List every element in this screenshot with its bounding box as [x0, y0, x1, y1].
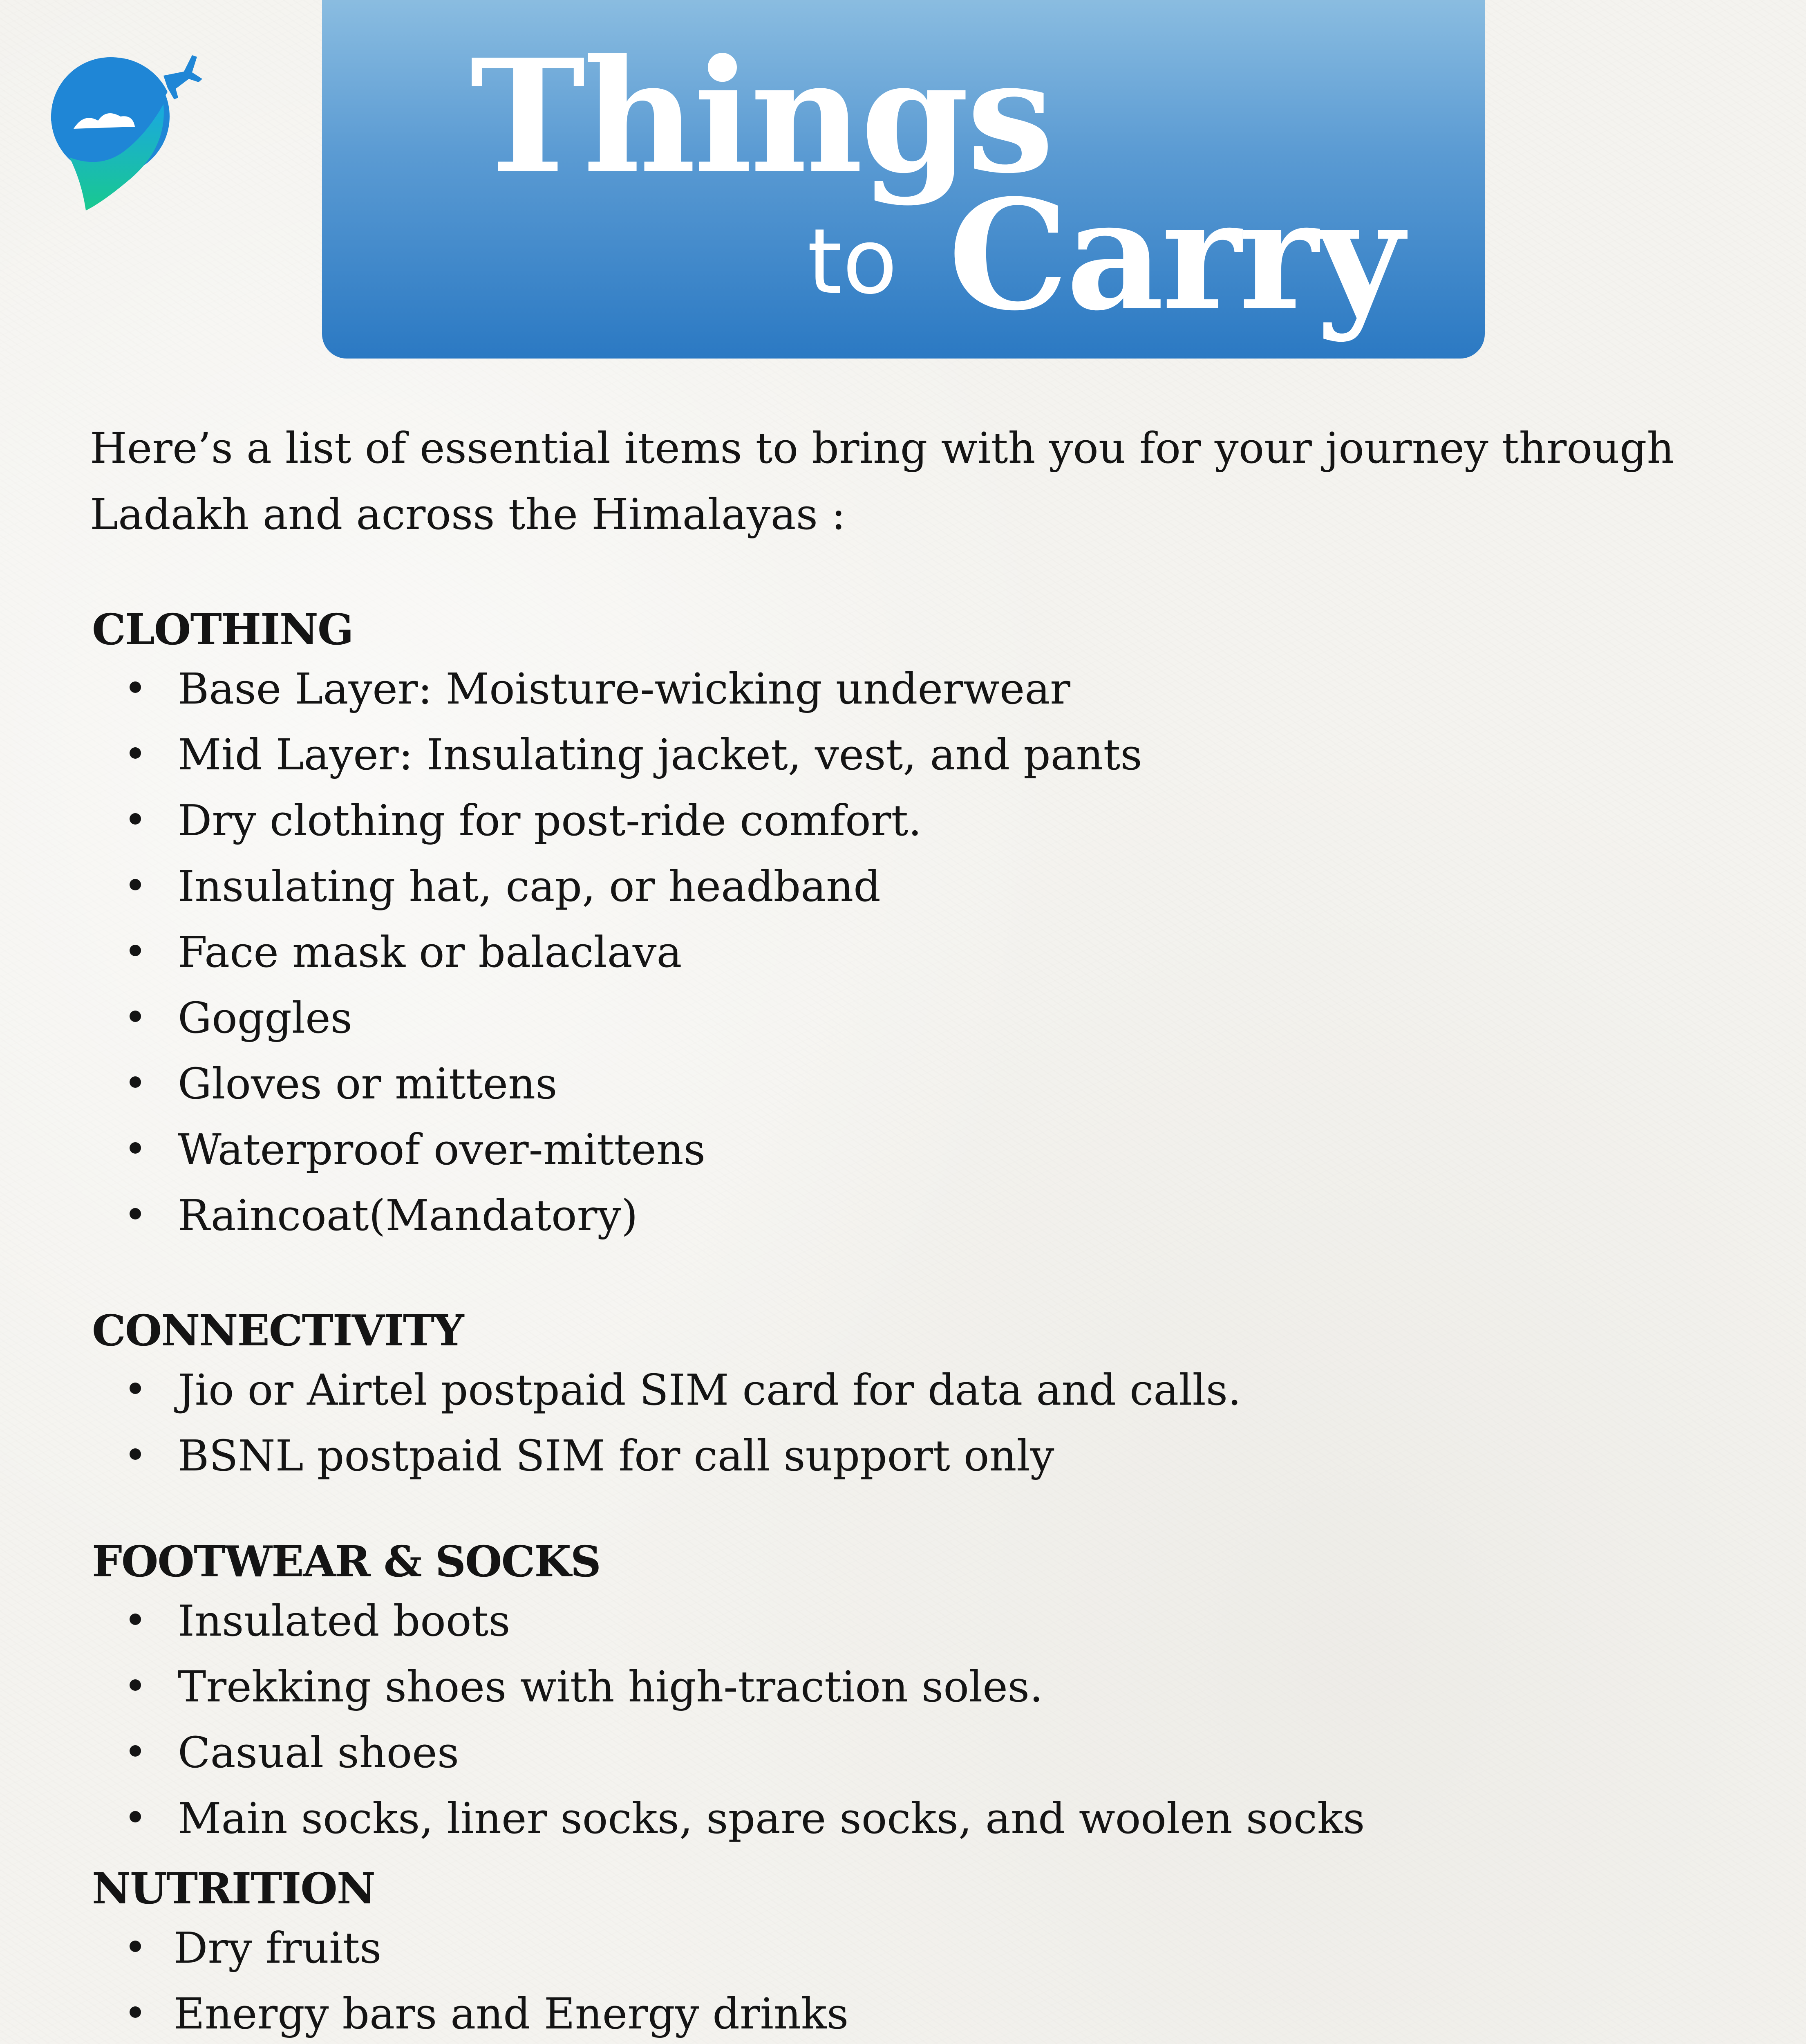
section-heading: FOOTWEAR & SOCKS	[92, 1536, 600, 1587]
list-item	[92, 1720, 1706, 1786]
section-footwear-socks	[92, 1535, 1706, 1851]
list-item-text: Energy bars and Energy drinks	[174, 1989, 849, 2039]
item-list	[92, 1588, 1706, 1851]
item-list	[92, 1357, 1706, 1489]
list-item	[92, 656, 1706, 722]
list-item	[92, 985, 1706, 1051]
list-item-text: Gloves or mittens	[178, 1059, 557, 1109]
bullet-icon	[130, 1383, 141, 1394]
bullet-icon	[130, 1614, 141, 1625]
list-item-text: Jio or Airtel postpaid SIM card for data and calls.	[178, 1365, 1242, 1415]
list-item-text: Face mask or balaclava	[178, 927, 682, 977]
title-carry: Carry	[948, 167, 1402, 344]
bullet-icon	[130, 1076, 141, 1088]
bullet-icon	[130, 1679, 141, 1691]
bullet-icon	[130, 1448, 141, 1460]
list-item	[92, 1423, 1706, 1489]
bullet-icon	[130, 1142, 141, 1154]
section-heading: CLOTHING	[92, 604, 353, 654]
brand-logo-icon	[45, 47, 204, 219]
list-item-text: Dry clothing for post-ride comfort.	[178, 796, 922, 845]
list-item	[92, 1183, 1706, 1248]
bullet-icon	[130, 1745, 141, 1757]
item-list	[92, 1915, 1706, 2044]
item-list	[92, 656, 1706, 1248]
bullet-icon	[130, 2006, 141, 2018]
list-item	[92, 854, 1706, 919]
section-connectivity	[92, 1304, 1706, 1489]
list-item	[92, 1051, 1706, 1117]
list-item	[92, 1915, 1706, 1981]
list-item-text: Goggles	[178, 993, 353, 1043]
section-heading: CONNECTIVITY	[92, 1305, 463, 1356]
list-item	[92, 788, 1706, 854]
bullet-icon	[130, 681, 141, 693]
list-item-text: BSNL postpaid SIM for call support only	[178, 1431, 1054, 1481]
list-item-text: Base Layer: Moisture-wicking underwear	[178, 664, 1070, 714]
bullet-icon	[130, 879, 141, 890]
section-clothing	[92, 603, 1706, 1248]
section-heading: NUTRITION	[92, 1863, 375, 1914]
list-item-text: Raincoat(Mandatory)	[178, 1190, 638, 1240]
list-item	[92, 1117, 1706, 1183]
list-item-text: Mid Layer: Insulating jacket, vest, and pants	[178, 730, 1142, 780]
title-to: to	[807, 209, 897, 314]
list-item	[92, 722, 1706, 788]
section-nutrition	[92, 1862, 1706, 2044]
bullet-icon	[130, 1941, 141, 1952]
list-item	[92, 919, 1706, 985]
bullet-icon	[130, 747, 141, 759]
bullet-icon	[130, 945, 141, 956]
list-item-text: Trekking shoes with high-traction soles.	[178, 1662, 1043, 1712]
list-item-text: Main socks, liner socks, spare socks, and woolen socks	[178, 1793, 1365, 1843]
list-item-text: Casual shoes	[178, 1728, 459, 1777]
list-item	[92, 1654, 1706, 1720]
list-item-text: Insulated boots	[178, 1596, 510, 1646]
list-item	[92, 1981, 1706, 2044]
bullet-icon	[130, 1811, 141, 1822]
title-things: Things	[470, 25, 1052, 208]
list-item-text: Insulating hat, cap, or headband	[178, 861, 881, 911]
bullet-icon	[130, 1011, 141, 1022]
bullet-icon	[130, 813, 141, 825]
list-item	[92, 1357, 1706, 1423]
list-item-text: Waterproof over-mittens	[178, 1125, 706, 1174]
list-item	[92, 1786, 1706, 1851]
bullet-icon	[130, 1208, 141, 1219]
list-item	[92, 1588, 1706, 1654]
intro-paragraph: Here’s a list of essential items to bring with you for your journey through Ladakh and across the Himalayas :	[90, 423, 1674, 539]
list-item-text: Dry fruits	[174, 1923, 382, 1973]
